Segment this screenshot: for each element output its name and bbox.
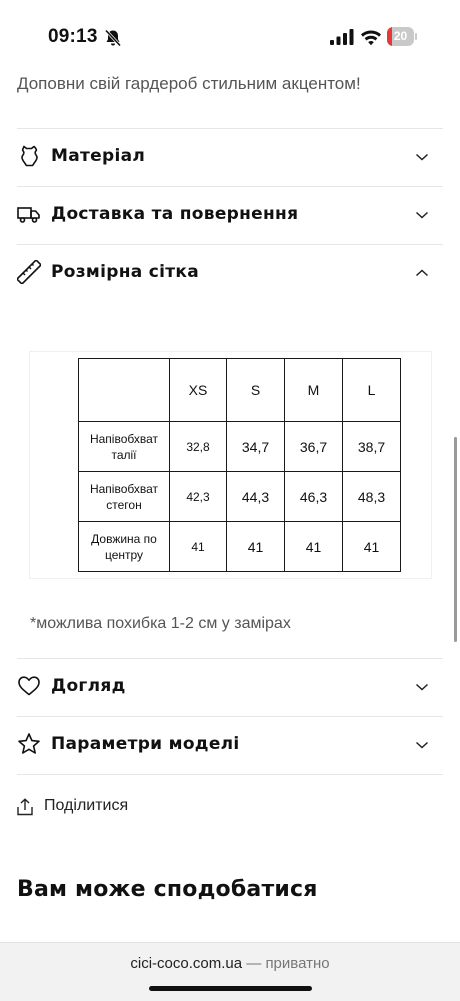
truck-icon xyxy=(17,202,41,226)
accordion-material[interactable] xyxy=(17,130,443,186)
divider xyxy=(17,774,443,775)
table-header-row xyxy=(79,359,401,422)
accordion-model-params[interactable] xyxy=(17,718,443,774)
accordion-delivery[interactable] xyxy=(17,188,443,244)
chevron-down-icon[interactable] xyxy=(415,740,429,750)
size-chart-image xyxy=(29,351,432,579)
size-table xyxy=(78,358,401,572)
chevron-up-icon[interactable] xyxy=(415,268,429,278)
table-cell: 44,3 xyxy=(227,472,285,522)
ruler-icon xyxy=(17,260,41,284)
table-cell: 32,8 xyxy=(170,422,227,472)
url-domain: cici-coco.com.ua xyxy=(130,955,243,972)
table-row xyxy=(79,522,401,572)
chevron-down-icon[interactable] xyxy=(415,682,429,692)
wifi-icon xyxy=(360,28,382,46)
table-header-cell: S xyxy=(227,359,285,422)
accordion-size-chart-label: Розмірна сітка xyxy=(51,262,200,282)
battery-level: 20 xyxy=(393,29,408,43)
table-cell: Напівобхват талії xyxy=(79,422,170,472)
accordion-model-params-label: Параметри моделі xyxy=(51,734,240,754)
browser-address-bar[interactable] xyxy=(0,942,460,1001)
table-header-cell: XS xyxy=(170,359,227,422)
leather-icon xyxy=(17,144,41,168)
table-cell: 48,3 xyxy=(343,472,401,522)
divider xyxy=(17,186,443,187)
chevron-down-icon[interactable] xyxy=(415,152,429,162)
accordion-delivery-label: Доставка та повернення xyxy=(51,204,299,224)
accordion-size-chart[interactable] xyxy=(17,246,443,302)
table-cell: 41 xyxy=(170,522,227,572)
heart-icon xyxy=(17,674,41,698)
divider xyxy=(17,716,443,717)
recommendations-title: Вам може сподобатися xyxy=(17,877,318,902)
share-button[interactable] xyxy=(17,795,217,821)
table-cell: 38,7 xyxy=(343,422,401,472)
table-row xyxy=(79,422,401,472)
share-icon xyxy=(17,798,33,816)
table-header-cell: L xyxy=(343,359,401,422)
product-intro-text: Доповни свій гардероб стильним акцентом! xyxy=(17,74,361,93)
divider xyxy=(17,658,443,659)
size-note: *можлива похибка 1-2 см у замірах xyxy=(30,615,291,632)
status-time: 09:13 xyxy=(48,26,98,47)
accordion-care-label: Догляд xyxy=(51,676,126,696)
table-header-cell: M xyxy=(285,359,343,422)
table-cell: 41 xyxy=(227,522,285,572)
accordion-material-label: Матеріал xyxy=(51,146,146,166)
share-label: Поділитися xyxy=(44,797,129,814)
accordion-care[interactable] xyxy=(17,660,443,716)
star-icon xyxy=(17,732,41,756)
divider xyxy=(17,244,443,245)
bell-slash-icon xyxy=(103,28,123,48)
table-cell: 36,7 xyxy=(285,422,343,472)
table-cell: Довжина по центру xyxy=(79,522,170,572)
url-display[interactable] xyxy=(0,955,460,972)
table-cell: 41 xyxy=(285,522,343,572)
home-indicator[interactable] xyxy=(149,986,312,991)
url-separator: — xyxy=(242,955,266,972)
status-bar xyxy=(0,0,460,74)
table-cell: Напівобхват стегон xyxy=(79,472,170,522)
table-cell: 41 xyxy=(343,522,401,572)
divider xyxy=(17,128,443,129)
battery-icon xyxy=(387,27,417,46)
table-row xyxy=(79,472,401,522)
table-cell: 46,3 xyxy=(285,472,343,522)
chevron-down-icon[interactable] xyxy=(415,210,429,220)
table-cell xyxy=(79,359,170,422)
table-cell: 34,7 xyxy=(227,422,285,472)
scrollbar[interactable] xyxy=(454,437,457,642)
table-cell: 42,3 xyxy=(170,472,227,522)
cellular-signal-icon xyxy=(330,29,354,45)
browsing-mode: приватно xyxy=(265,955,330,972)
